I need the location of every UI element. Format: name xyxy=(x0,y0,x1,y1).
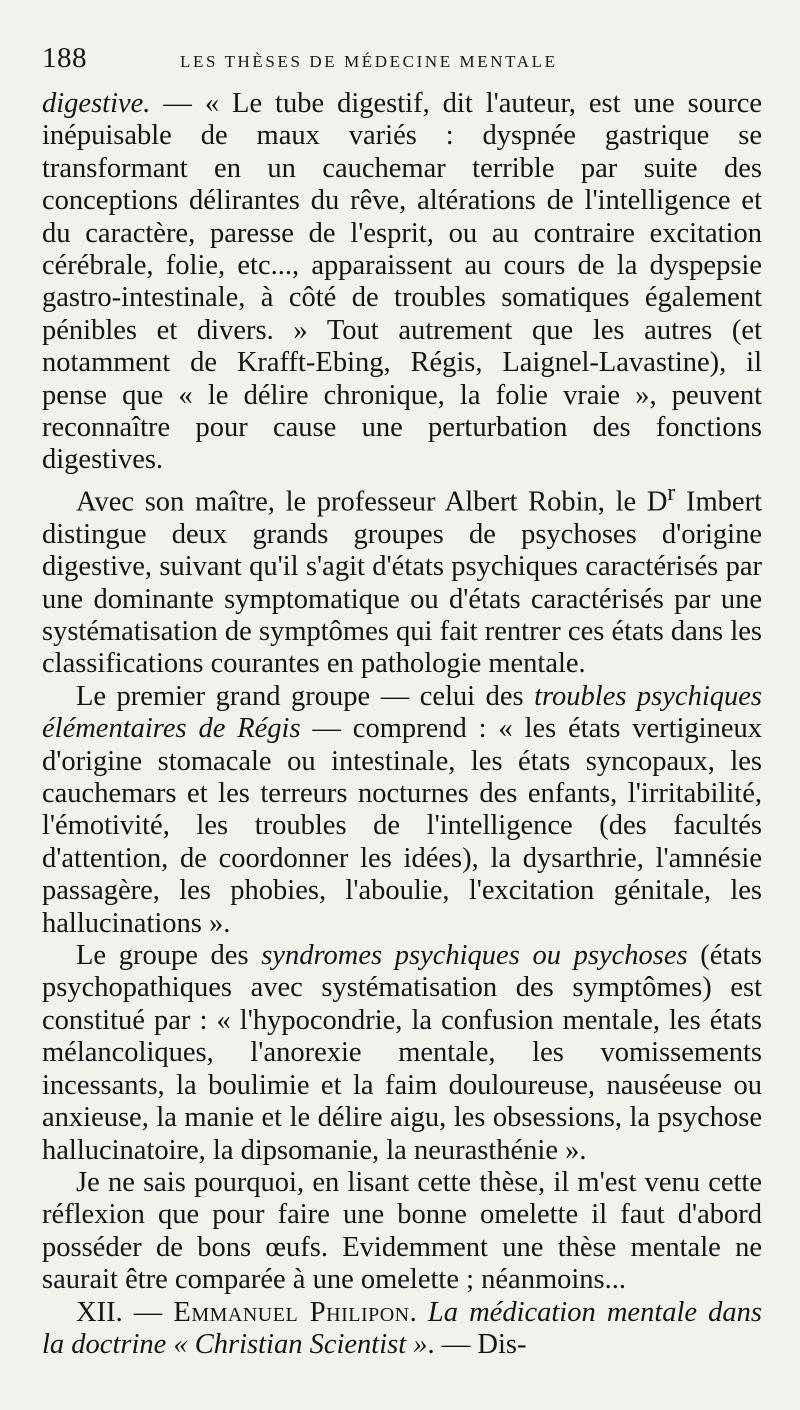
text-span: . — Dis- xyxy=(427,1328,527,1360)
paragraph xyxy=(42,940,762,1167)
paragraph xyxy=(42,1167,762,1297)
thesis-title: La médication mentale dans la doctrine « Christian Scientist » xyxy=(42,1296,763,1360)
text-span: Le premier grand groupe — celui des xyxy=(76,680,535,712)
running-head: LES THÈSES DE MÉDECINE MENTALE xyxy=(180,52,558,71)
superscript: r xyxy=(667,479,676,506)
text-span: Imbert distingue deux grands groupes de psychoses d'origine digestive, suivant qu'il s'agit d'états psychiques caractérisés par une dominante symptomatique ou d'états caractérisés par une systématisation de symptômes qui fait rentrer ces états dans les classifications courantes en pathologie mentale. xyxy=(42,486,762,680)
paragraph xyxy=(42,477,762,681)
italic-text: syndromes psychiques ou psychoses xyxy=(261,940,688,972)
text-span: Je ne sais pourquoi, en lisant cette thèse, il m'est venu cette réflexion que pour faire une bonne omelette il faut d'abord posséder de bons œufs. Evidemment une thèse mentale ne saurait être comparée à une omelette ; néanmoins... xyxy=(42,1166,762,1296)
author-name: Emmanuel Philipon xyxy=(173,1296,410,1328)
bibliography-entry xyxy=(42,1297,762,1362)
text-span: — « Le tube digestif, dit l'auteur, est une source inépuisable de maux variés : dyspnée gastrique se transformant en un cauchemar terrible par suite des conceptions délirantes du rêve, altérations de l'intelligence et du caractère, paresse de l'esprit, ou au contraire excitation cérébrale, folie, etc..., apparaissent au cours de la dyspepsie gastro-intestinale, à côté de troubles somatiques également pénibles et divers. » Tout autrement que les autres (et notamment de Krafft-Ebing, Régis, Laignel-Lavastine), il pense que « le délire chronique, la folie vraie », peuvent reconnaître pour cause une perturbation des fonctions digestives. xyxy=(42,88,762,476)
page-header xyxy=(42,42,762,88)
italic-text: digestive. xyxy=(42,88,151,119)
body-text xyxy=(42,88,762,1361)
text-span: Avec son maître, le professeur Albert Robin, le D xyxy=(76,486,668,518)
paragraph-continuation xyxy=(42,88,762,477)
text-span: Le groupe des xyxy=(76,940,262,972)
paragraph xyxy=(42,681,762,940)
entry-number: XII. — xyxy=(76,1296,174,1328)
text-span: (états psychopathiques avec systématisation des symptômes) est constitué par : « l'hypocondrie, la confusion mentale, les états mélancoliques, l'anorexie mentale, les vomissements incessants, la boulimie et la faim douloureuse, nauséeuse ou anxieuse, la manie et le délire aigu, les obsessions, la psychose hallucinatoire, la dipsomanie, la neurasthénie ». xyxy=(42,940,762,1166)
text-span: — comprend : « les états vertigineux d'origine stomacale ou intestinale, les états syncopaux, les cauchemars et les terreurs nocturnes des enfants, l'irritabilité, l'émotivité, les troubles de l'intelligence (des facultés d'attention, de coordonner les idées), la dysarthrie, l'amnésie passagère, les phobies, l'aboulie, l'excitation génitale, les hallucinations ». xyxy=(42,713,763,939)
page-number: 188 xyxy=(42,42,87,74)
text-span: . xyxy=(409,1296,428,1328)
italic-text: troubles psychiques élémentaires de Régis xyxy=(42,680,762,745)
